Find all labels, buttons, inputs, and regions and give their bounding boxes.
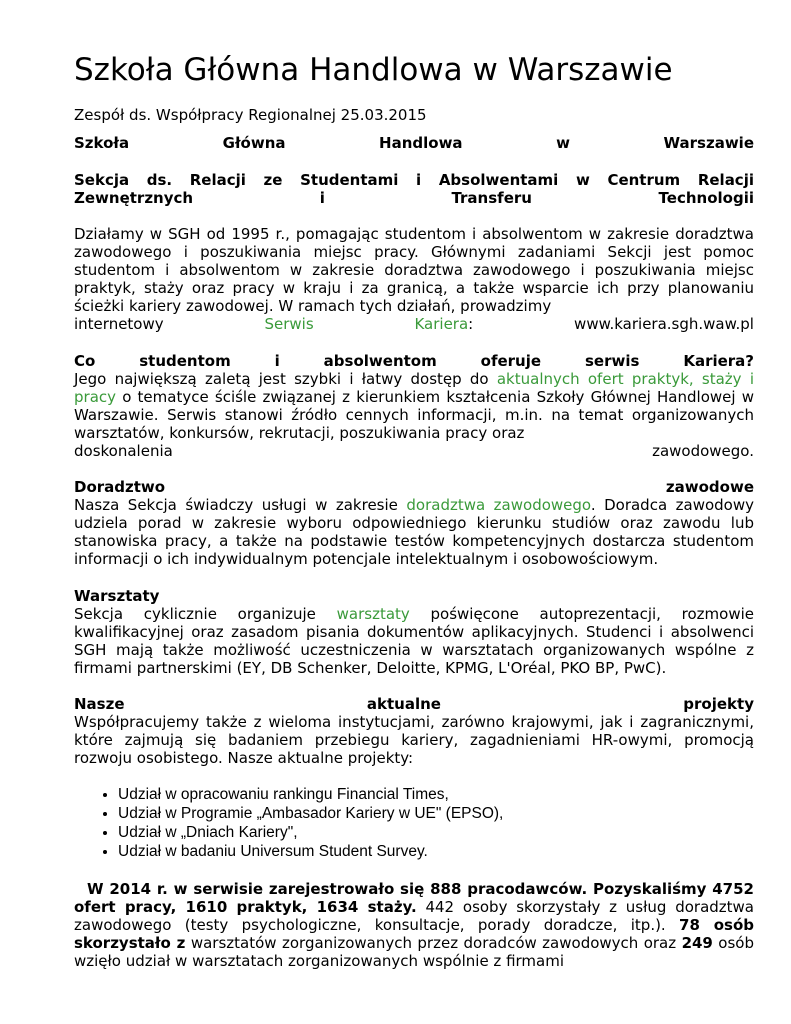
offer-section: Co studentom i absolwentom oferuje serwis Kariera? Jego największą zaletą jest szybki i łatwy dostęp do aktualnych ofert praktyk, staży i pracy o tematyce ściśle związanej z kierunkiem kształcenia Szkoły Głównej Handlowej w Warszawie. Serwis stanowi źródło cennych informacji, m.in. na temat organizowanych warsztatów, konkursów, rekrutacji, poszukiwania pracy oraz doskonalenia zawodowego.: [74, 352, 754, 460]
list-item: • Udział w Programie „Ambasador Kariery w UE" (EPSO),: [118, 804, 503, 823]
workshops-heading: Warsztaty: [74, 587, 160, 605]
intro-paragraph: Działamy w SGH od 1995 r., pomagając studentom i absolwentom w zakresie doradztwa zawodowego i poszukiwania miejsc pracy. Głównymi zadaniami Sekcji jest pomoc studentom i absolwentom w zakresie doradztwa zawodowego i poszukiwania miejsc praktyk, staży oraz pracy w kraju i za granicą, a także wsparcie ich przy planowaniu ścieżki kariery zawodowej. W ramach tych działań, prowadzimy internetowy Serwis Kariera: www.kariera.sgh.waw.pl: [74, 225, 754, 333]
offer-heading: Co studentom i absolwentom oferuje serwis Kariera?: [74, 352, 754, 370]
section-heading: Sekcja ds. Relacji ze Studentami i Absolwentami w Centrum Relacji Zewnętrznych i Transferu Technologii: [74, 171, 754, 207]
projects-section: Nasze aktualne projekty Współpracujemy także z wieloma instytucjami, zarówno krajowymi, jak i zagranicznymi, które zajmują się badaniem przebiegu kariery, zagadnieniami HR-owymi, promocją rozwoju osobistego. Nasze aktualne projekty:: [74, 695, 754, 767]
workshops-link[interactable]: warsztaty: [336, 605, 410, 623]
list-item: • Udział w badaniu Universum Student Survey.: [118, 842, 503, 861]
kariera-link[interactable]: Kariera: [414, 315, 469, 333]
org-heading: Szkoła Główna Handlowa w Warszawie: [74, 134, 754, 152]
workshops-section: Warsztaty Sekcja cyklicznie organizuje warsztaty poświęcone autoprezentacji, rozmowie kwalifikacyjnej oraz zasadom pisania dokumentów aplikacyjnych. Studenci i absolwenci SGH mają także możliwość uczestniczenia w warsztatach organizowanych wspólne z firmami partnerskimi (EY, DB Schenker, Deloitte, KPMG, L'Oréal, PKO BP, PwC).: [74, 587, 754, 677]
advice-link[interactable]: doradztwa zawodowego: [406, 496, 591, 514]
kariera-url: www.kariera.sgh.waw.pl: [574, 315, 754, 333]
projects-list: [100, 785, 503, 861]
offers-link[interactable]: aktualnych ofert praktyk, staży i pracy: [74, 370, 754, 406]
document-subtitle: Zespół ds. Współpracy Regionalnej 25.03.2015: [74, 106, 427, 124]
list-item: • Udział w „Dniach Kariery",: [118, 823, 503, 842]
serwis-link[interactable]: Serwis: [264, 315, 314, 333]
page-title: Szkoła Główna Handlowa w Warszawie: [74, 52, 673, 88]
list-item: • Udział w opracowaniu rankingu Financial Times,: [118, 785, 503, 804]
projects-heading: Nasze aktualne projekty: [74, 695, 754, 713]
advice-heading: Doradztwo zawodowe: [74, 478, 754, 496]
advice-section: Doradztwo zawodowe Nasza Sekcja świadczy usługi w zakresie doradztwa zawodowego. Doradca zawodowy udziela porad w zakresie wyboru odpowiedniego kierunku studiów oraz zawodu lub stanowiska pracy, a także na podstawie testów kompetencyjnych dostarcza studentom informacji o ich indywidualnym potencjale intelektualnym i osobowościowym.: [74, 478, 754, 568]
intro-last-line: internetowy Serwis Kariera: www.kariera.sgh.waw.pl: [74, 315, 754, 333]
stats-paragraph: W 2014 r. w serwisie zarejestrowało się 888 pracodawców. Pozyskaliśmy 4752 ofert pracy, 1610 praktyk, 1634 staży. 442 osoby skorzystały z usług doradztwa zawodowego (testy psychologiczne, konsultacje, porady doradcze, itp.). 78 osób skorzystało z warsztatów zorganizowanych przez doradców zawodowych oraz 249 osób wzięło udział w warsztatach zorganizowanych wspólnie z firmami: [74, 880, 754, 970]
